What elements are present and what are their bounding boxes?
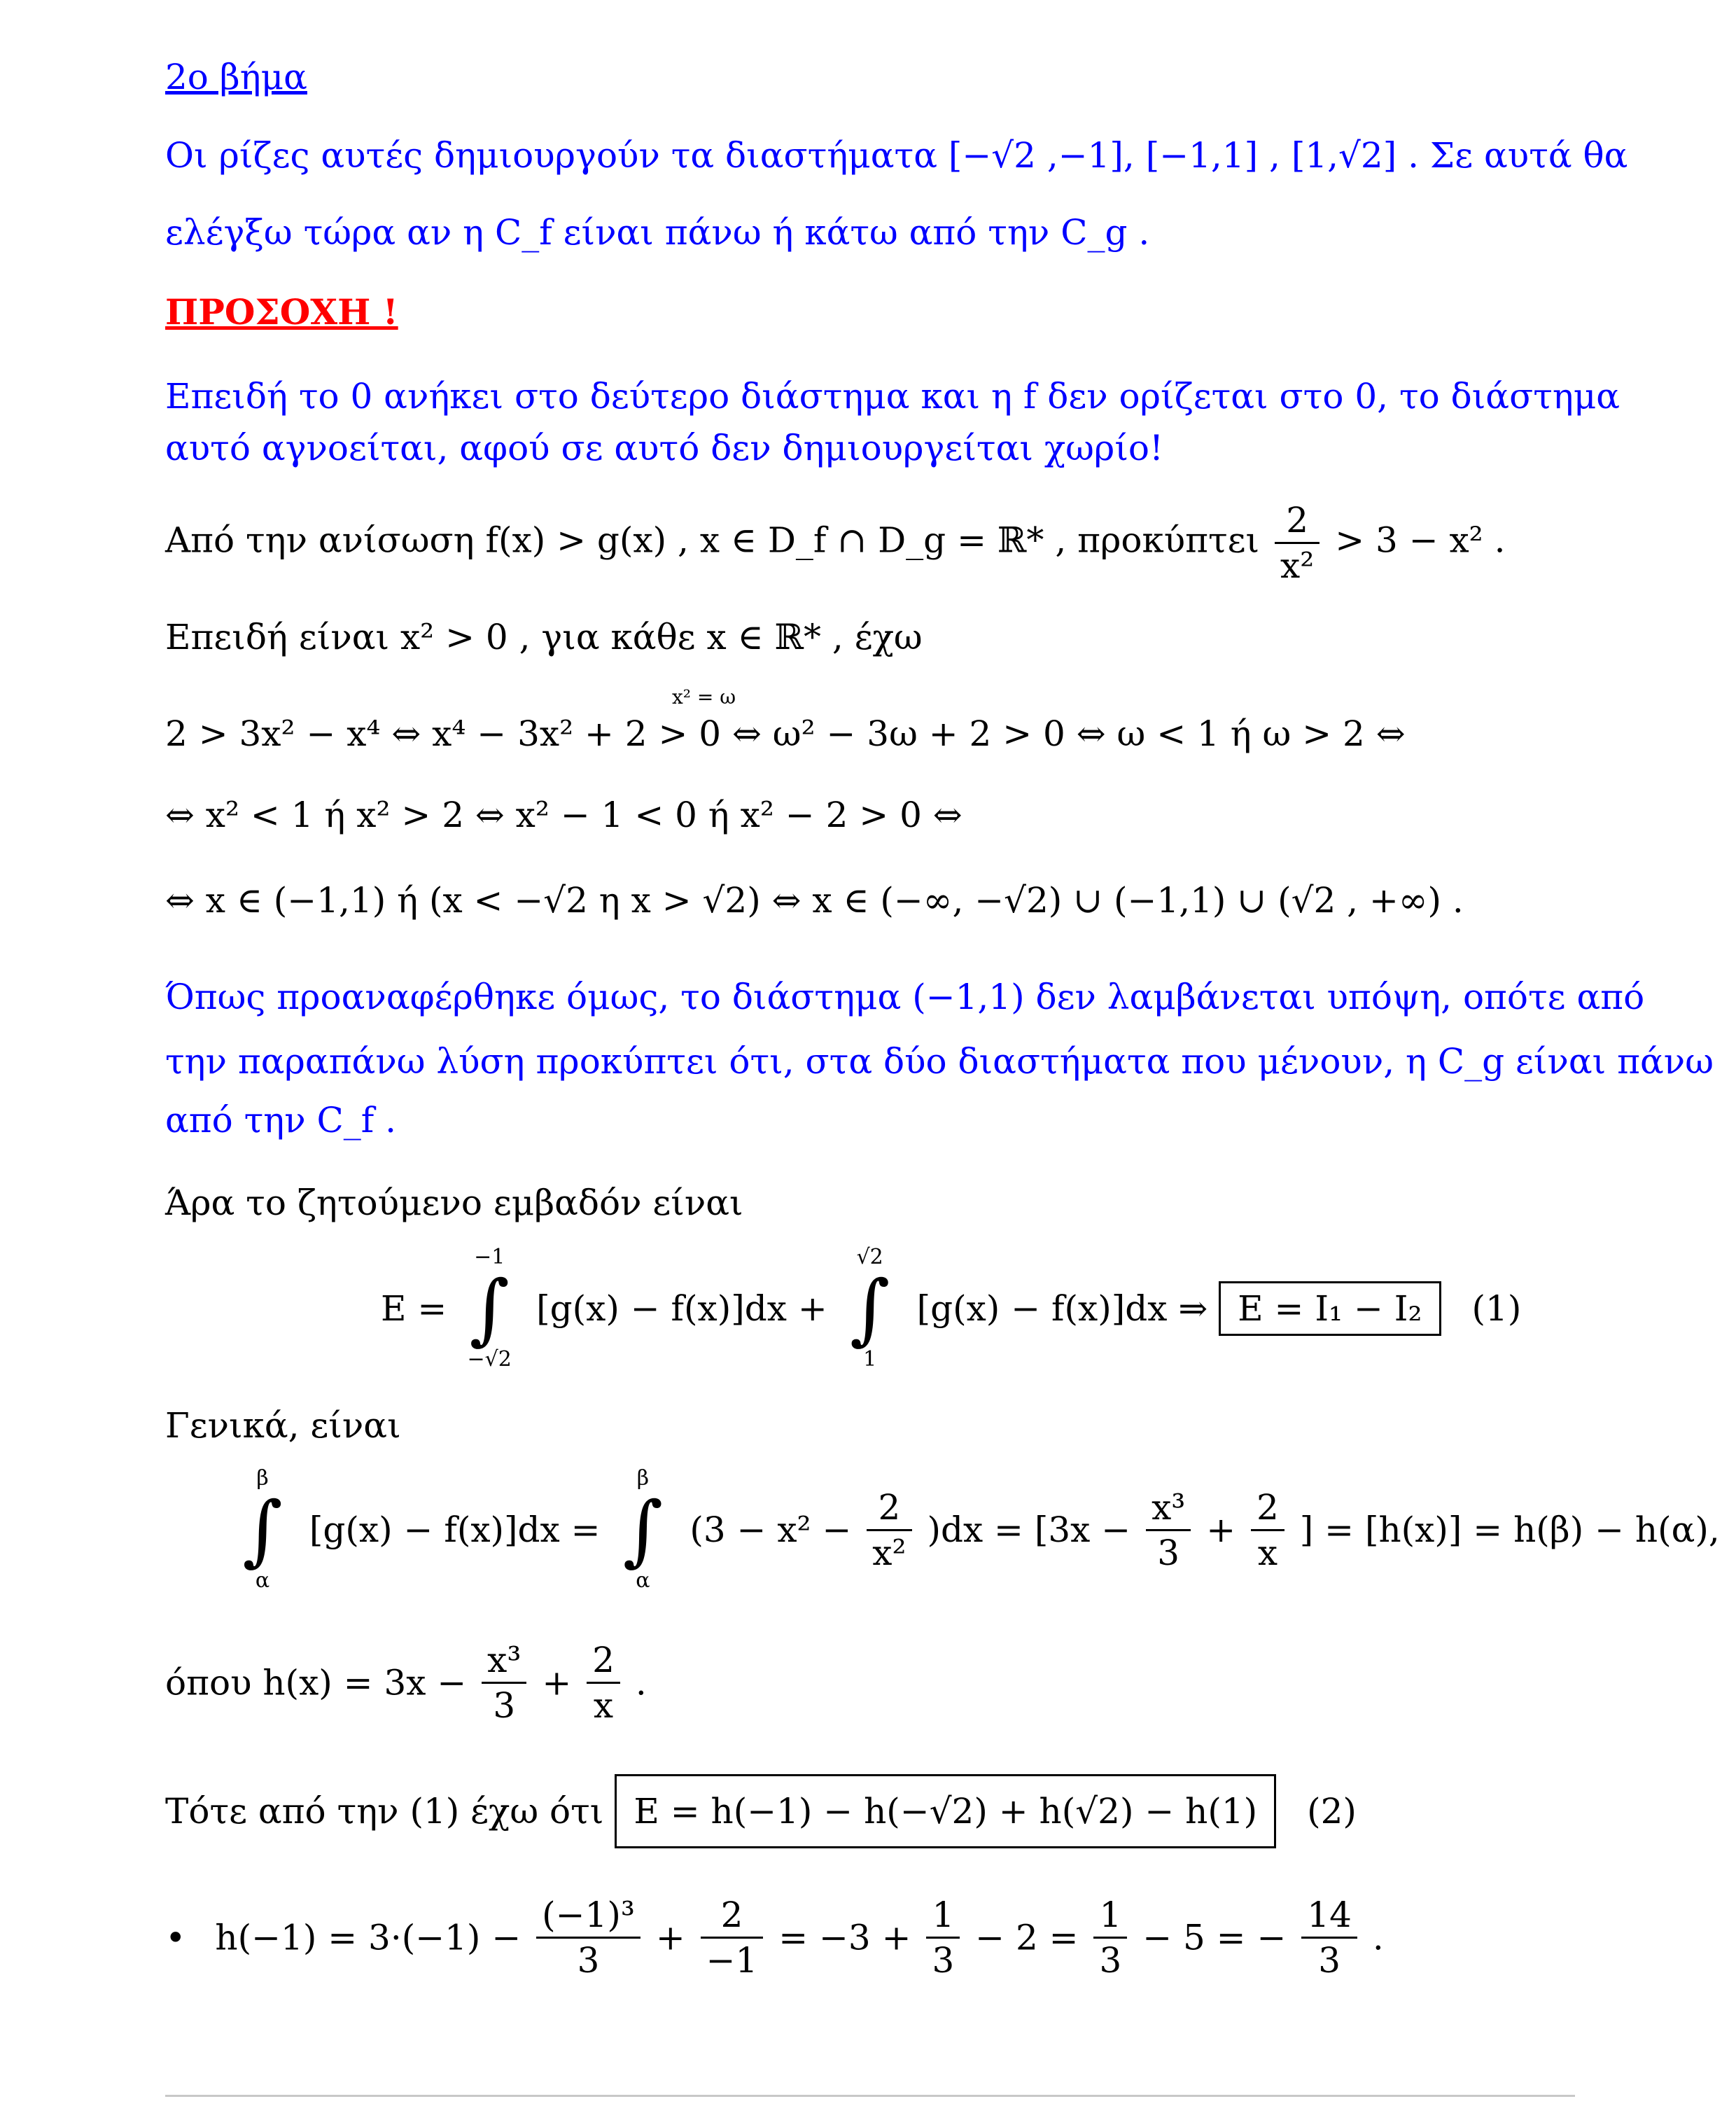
general-equation: [231, 1466, 1720, 1594]
fraction-denominator: 3: [1318, 1940, 1340, 1981]
since-line: Επειδή είναι x² > 0 , για κάθε x ∈ ℝ* , έχω: [165, 617, 923, 657]
calc-fraction-1: [536, 1893, 640, 1982]
antiderivative-bracket-open: [3x −: [1034, 1509, 1131, 1550]
fraction-denominator: 3: [932, 1940, 955, 1981]
area-formula-line: [165, 1774, 1357, 1848]
fraction-numerator: 2: [1251, 1486, 1284, 1531]
boxed-area-formula: E = h(−1) − h(−√2) + h(√2) − h(1): [615, 1774, 1276, 1848]
fraction-numerator: x³: [1146, 1486, 1191, 1531]
fraction-numerator: 1: [926, 1893, 960, 1939]
general-int1-upper: β: [256, 1466, 269, 1491]
h-plus: +: [542, 1662, 572, 1703]
general-int1-lower: α: [255, 1568, 270, 1593]
fraction-numerator: 2: [701, 1893, 764, 1939]
interval-note-line1: Όπως προαναφέρθηκε όμως, το διάστημα (−1,1) δεν λαμβάνεται υπόψη, οπότε από: [165, 977, 1645, 1017]
h-minus-one-line: [165, 1893, 1384, 1982]
integral1-lower-limit: −√2: [467, 1347, 512, 1372]
inequality-tail: > 3 − x² .: [1335, 519, 1506, 561]
h-fraction-2: [587, 1638, 620, 1727]
calc-fraction-3: [926, 1893, 960, 1982]
fraction-denominator: x: [593, 1685, 614, 1726]
general-int2-lower: α: [636, 1568, 650, 1593]
antiderivative-bracket-close: ]: [1299, 1509, 1314, 1550]
fraction-numerator: 2: [587, 1638, 620, 1684]
bullet-point: •: [165, 1917, 186, 1958]
fraction-denominator: x: [1257, 1532, 1278, 1573]
fraction-numerator: x³: [482, 1638, 526, 1684]
fraction-denominator: x²: [1280, 545, 1315, 586]
integral2-symbol: ∫: [850, 1264, 890, 1353]
boxed-area-result: E = I₁ − I₂: [1219, 1281, 1441, 1336]
integral-sign-1: [458, 1245, 521, 1372]
zero-note-line1: Επειδή το 0 ανήκει στο δεύτερο διάστημα και η f δεν ορίζεται στο 0, το διάστημα: [165, 376, 1620, 417]
integral2-lower-limit: 1: [863, 1347, 877, 1372]
general-int2-symbol: ∫: [622, 1485, 664, 1575]
integral1-upper-limit: −1: [474, 1245, 505, 1269]
fraction-denominator: −1: [706, 1940, 758, 1981]
fraction-denominator: x²: [872, 1532, 906, 1573]
h-minus-one-prefix: h(−1) = 3·(−1) −: [215, 1917, 522, 1958]
calc-mid2: − 2 =: [975, 1917, 1079, 1958]
fraction-numerator: 2: [867, 1486, 911, 1531]
area-intro: Άρα το ζητούμενο εμβαδόν είναι: [165, 1183, 743, 1223]
equivalence-line3: ⇔ x ∈ (−1,1) ή (x < −√2 η x > √2) ⇔ x ∈ (−∞, −√2) ∪ (−1,1) ∪ (√2 , +∞) .: [165, 880, 1464, 921]
implies-arrow: ⇒: [1178, 1288, 1208, 1329]
general-integral-1: [231, 1466, 294, 1594]
intervals-paragraph-line1: Οι ρίζες αυτές δημιουργούν τα διαστήματα [−√2 ,−1], [−1,1] , [1,√2] . Σε αυτά θα: [165, 135, 1628, 176]
calc-fraction-4: [1093, 1893, 1127, 1982]
integral1-symbol: ∫: [469, 1264, 510, 1353]
inequality-fraction: [1275, 498, 1320, 587]
general-result: = h(β) − h(α),: [1473, 1509, 1720, 1550]
integrand-2: [g(x) − f(x)]dx: [916, 1288, 1168, 1329]
calc-plus: +: [655, 1917, 685, 1958]
inequality-line: [165, 498, 1506, 587]
equivalence-line1: 2 > 3x² − x⁴ ⇔ x⁴ − 3x² + 2 > 0 ⇔ ω² − 3ω + 2 > 0 ⇔ ω < 1 ή ω > 2 ⇔: [165, 713, 1406, 754]
general-paren-open: (3 − x² −: [690, 1509, 852, 1550]
intervals-paragraph-line2: ελέγξω τώρα αν η C_f είναι πάνω ή κάτω από την C_g .: [165, 212, 1150, 253]
general-intro: Γενικά, είναι: [165, 1405, 401, 1446]
fraction-denominator: 3: [1157, 1532, 1180, 1573]
h-fraction-1: [482, 1638, 526, 1727]
fraction-denominator: 3: [577, 1940, 600, 1981]
general-integral-2: [611, 1466, 674, 1594]
integrand-1: [g(x) − f(x)]dx: [536, 1288, 787, 1329]
step-heading: 2ο βήμα: [165, 57, 307, 97]
general-paren-close: )dx =: [927, 1509, 1023, 1550]
equivalence-line2: ⇔ x² < 1 ή x² > 2 ⇔ x² − 1 < 0 ή x² − 2 > 0 ⇔: [165, 795, 962, 835]
calc-mid3: − 5 = −: [1142, 1917, 1287, 1958]
interval-note-line2: την παραπάνω λύση προκύπτει ότι, στα δύο διαστήματα που μένουν, η C_g είναι πάνω: [165, 1041, 1714, 1082]
fraction-denominator: 3: [1099, 1940, 1122, 1981]
fraction-numerator: 2: [1275, 498, 1320, 544]
substitution-label: x² = ω: [672, 685, 736, 709]
h-definition-prefix: όπου h(x) = 3x −: [165, 1662, 467, 1703]
integral2-upper-limit: √2: [856, 1245, 883, 1269]
fraction-numerator: 1: [1093, 1893, 1127, 1939]
warning-heading: ΠΡΟΣΟΧΗ !: [165, 291, 398, 333]
footer-divider: [165, 2095, 1575, 2097]
antiderivative-fraction-1: [1146, 1486, 1191, 1575]
fraction-numerator: 14: [1301, 1893, 1357, 1939]
calc-fraction-2: [701, 1893, 764, 1982]
equation-tag-1: (1): [1471, 1288, 1522, 1329]
integral-sign-2: [839, 1245, 902, 1372]
area-equation: [381, 1245, 1521, 1372]
area-formula-prefix: Τότε από την (1) έχω ότι: [165, 1791, 604, 1832]
zero-note-line2: αυτό αγνοείται, αφού σε αυτό δεν δημιουργείται χωρίο!: [165, 428, 1164, 468]
general-fraction-1: [867, 1486, 911, 1575]
fraction-denominator: 3: [493, 1685, 516, 1726]
area-lhs: E =: [381, 1288, 447, 1329]
calc-mid: = −3 +: [778, 1917, 911, 1958]
interval-note-line3: από την C_f .: [165, 1100, 397, 1141]
inequality-text: Από την ανίσωση f(x) > g(x) , x ∈ D_f ∩ D_g = ℝ* , προκύπτει: [165, 519, 1260, 561]
general-integrand-1: [g(x) − f(x)]dx =: [309, 1509, 601, 1550]
antiderivative-fraction-2: [1251, 1486, 1284, 1575]
general-int2-upper: β: [636, 1466, 650, 1491]
fraction-numerator: (−1)³: [536, 1893, 640, 1939]
antiderivative-plus: +: [1206, 1509, 1236, 1550]
equation-tag-2: (2): [1307, 1791, 1357, 1832]
h-definition: [165, 1638, 647, 1727]
plus-sign: +: [797, 1288, 827, 1329]
general-int1-symbol: ∫: [242, 1485, 283, 1575]
h-end: .: [635, 1662, 647, 1703]
calc-end: .: [1372, 1917, 1384, 1958]
evaluated-bracket: = [h(x)]: [1324, 1509, 1462, 1550]
calc-fraction-5: [1301, 1893, 1357, 1982]
